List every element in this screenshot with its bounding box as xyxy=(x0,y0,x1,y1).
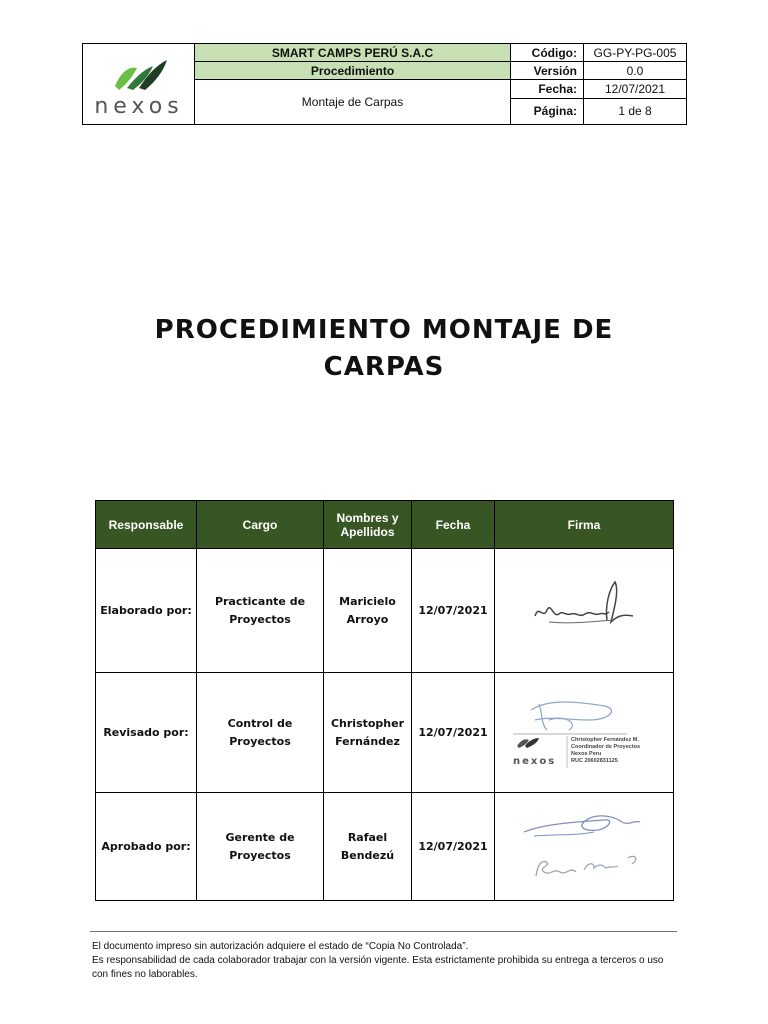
cell-cargo: Control de Proyectos xyxy=(197,673,324,793)
table-row xyxy=(96,549,674,673)
cell-cargo: Practicante de Proyectos xyxy=(197,549,324,673)
svg-text:Nexos Peru: Nexos Peru xyxy=(571,750,602,757)
svg-text:Coordinador de Proyectos: Coordinador de Proyectos xyxy=(571,743,641,750)
field-label-codigo: Código: xyxy=(511,44,584,62)
field-value-version: 0.0 xyxy=(584,62,687,80)
header-nombres: Nombres y Apellidos xyxy=(324,501,412,549)
document-header xyxy=(82,43,687,125)
cell-nombre: Rafael Bendezú xyxy=(324,793,412,901)
header-cargo: Cargo xyxy=(197,501,324,549)
company-logo xyxy=(83,44,195,125)
cell-firma xyxy=(495,673,674,793)
cell-responsable: Aprobado por: xyxy=(96,793,197,901)
company-name: SMART CAMPS PERÚ S.A.C xyxy=(195,44,511,62)
field-value-pagina: 1 de 8 xyxy=(584,98,687,124)
signature-2-stamp-image xyxy=(509,690,659,770)
cell-nombre: Christopher Fernández xyxy=(324,673,412,793)
svg-text:RUC 20602831125: RUC 20602831125 xyxy=(571,757,618,764)
cell-fecha: 12/07/2021 xyxy=(412,793,495,901)
document-title xyxy=(84,312,684,386)
title-line-2: CARPAS xyxy=(323,352,445,382)
table-row xyxy=(96,673,674,793)
doc-title: Montaje de Carpas xyxy=(195,80,511,125)
approval-table xyxy=(95,500,674,901)
cell-responsable: Elaborado por: xyxy=(96,549,197,673)
field-value-fecha: 12/07/2021 xyxy=(584,80,687,98)
cell-firma xyxy=(495,793,674,901)
svg-text:Christopher Fernández M.: Christopher Fernández M. xyxy=(571,736,639,743)
footer-notes xyxy=(92,940,682,982)
header-responsable: Responsable xyxy=(96,501,197,549)
cell-nombre: Maricielo Arroyo xyxy=(324,549,412,673)
field-value-codigo: GG-PY-PG-005 xyxy=(584,44,687,62)
doc-type: Procedimiento xyxy=(195,62,511,80)
cell-firma xyxy=(495,549,674,673)
svg-text:nexos: nexos xyxy=(513,755,557,767)
cell-fecha: 12/07/2021 xyxy=(412,549,495,673)
signature-3-image xyxy=(514,806,654,882)
cell-fecha: 12/07/2021 xyxy=(412,673,495,793)
header-firma: Firma xyxy=(495,501,674,549)
title-line-1: PROCEDIMIENTO MONTAJE DE xyxy=(154,315,614,345)
cell-responsable: Revisado por: xyxy=(96,673,197,793)
field-label-fecha: Fecha: xyxy=(511,80,584,98)
stamp-logo-icon xyxy=(517,738,539,748)
table-row xyxy=(96,793,674,901)
footer-line-1: El documento impreso sin autorización adquiere el estado de “Copia No Controlada”. xyxy=(92,941,469,952)
logo-wordmark: nexos xyxy=(94,94,184,119)
field-label-version: Versión xyxy=(511,62,584,80)
footer-divider xyxy=(90,931,677,932)
footer-line-2: Es responsabilidad de cada colaborador trabajar con la versión vigente. Esta estrictamente prohibida su entrega a terceros o uso con fines no laborables. xyxy=(92,955,664,980)
cell-cargo: Gerente de Proyectos xyxy=(197,793,324,901)
header-fecha: Fecha xyxy=(412,501,495,549)
field-label-pagina: Página: xyxy=(511,98,584,124)
signature-1-image xyxy=(529,576,639,640)
nexos-logo-icon xyxy=(113,54,169,94)
